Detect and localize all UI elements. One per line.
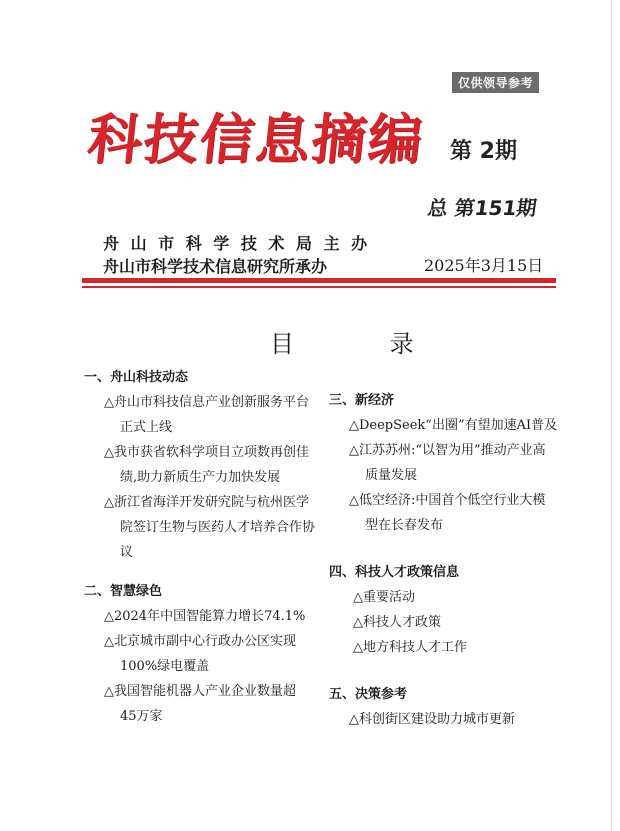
toc-item[interactable] bbox=[104, 679, 316, 729]
toc-section-heading: 三、新经济 bbox=[329, 393, 395, 408]
toc-item[interactable] bbox=[349, 707, 565, 732]
toc-item-line: △江苏苏州:“以智为用”推动产业高 bbox=[349, 443, 546, 458]
toc-item-line: 绩,助力新质生产力加快发展 bbox=[120, 470, 281, 485]
toc-item[interactable] bbox=[104, 440, 316, 490]
toc-item-line: △重要活动 bbox=[353, 590, 415, 605]
toc-item[interactable] bbox=[353, 635, 565, 660]
publish-date: 2025年3月15日 bbox=[424, 256, 544, 275]
toc-section-heading: 四、科技人才政策信息 bbox=[329, 565, 460, 580]
toc-item[interactable] bbox=[104, 390, 316, 440]
organizer-line: 舟山市科学技术信息研究所承办 bbox=[103, 257, 328, 276]
section-gap bbox=[329, 660, 565, 682]
toc-item-line: △科创街区建设助力城市更新 bbox=[349, 712, 515, 727]
toc-item-line: △低空经济:中国首个低空行业大模 bbox=[349, 493, 546, 508]
toc-item-line: 型在长春发布 bbox=[365, 518, 444, 533]
toc-title: 目 录 bbox=[270, 330, 458, 358]
toc-item-line: △舟山市科技信息产业创新服务平台 bbox=[104, 395, 309, 410]
total-issue-number: 总 第151期 bbox=[426, 196, 539, 220]
toc-item-line: △我国智能机器人产业企业数量超 bbox=[104, 684, 296, 699]
reference-badge: 仅供领导参考 bbox=[452, 72, 539, 93]
issue-number: 第 2期 bbox=[450, 139, 517, 164]
header-rule-thin bbox=[82, 286, 556, 288]
section-gap bbox=[329, 538, 565, 560]
toc-item[interactable] bbox=[104, 604, 316, 629]
toc-item-line: △DeepSeek“出圈”有望加速AI普及 bbox=[349, 418, 558, 433]
sponsor-line: 舟 山 市 科 学 技 术 局 主 办 bbox=[103, 234, 371, 253]
toc-item[interactable] bbox=[349, 438, 565, 488]
toc-item-line: 质量发展 bbox=[365, 468, 418, 483]
toc-section-heading: 一、舟山科技动态 bbox=[84, 370, 189, 385]
toc-item[interactable] bbox=[104, 629, 316, 679]
toc-item[interactable] bbox=[104, 490, 316, 565]
toc-item-line: 100%绿电覆盖 bbox=[120, 659, 210, 674]
toc-item-line: △浙江省海洋开发研究院与杭州医学 bbox=[104, 495, 309, 510]
toc-section-heading: 五、决策参考 bbox=[329, 687, 408, 702]
toc-item-line: △科技人才政策 bbox=[353, 615, 441, 630]
section-gap bbox=[84, 565, 316, 579]
toc-item-line: 议 bbox=[120, 545, 134, 560]
toc-item-line: 院签订生物与医药人才培养合作协 bbox=[120, 520, 316, 535]
toc-item-line: △地方科技人才工作 bbox=[353, 640, 467, 655]
toc-item[interactable] bbox=[349, 488, 565, 538]
toc-right-column bbox=[329, 388, 565, 732]
header-rule-thick bbox=[82, 278, 556, 283]
toc-item[interactable] bbox=[353, 585, 565, 610]
toc-item-line: △北京城市副中心行政办公区实现 bbox=[104, 634, 296, 649]
masthead-title: 科技信息摘编 bbox=[84, 107, 428, 171]
toc-left-column bbox=[84, 365, 316, 729]
toc-item-line: △2024年中国智能算力增长74.1% bbox=[104, 609, 306, 624]
toc-item[interactable] bbox=[349, 413, 565, 438]
toc-item-line: 45万家 bbox=[120, 709, 163, 724]
toc-item-line: △我市获省软科学项目立项数再创佳 bbox=[104, 445, 309, 460]
toc-item[interactable] bbox=[353, 610, 565, 635]
toc-item-line: 正式上线 bbox=[120, 420, 173, 435]
toc-section-heading: 二、智慧绿色 bbox=[84, 584, 163, 599]
